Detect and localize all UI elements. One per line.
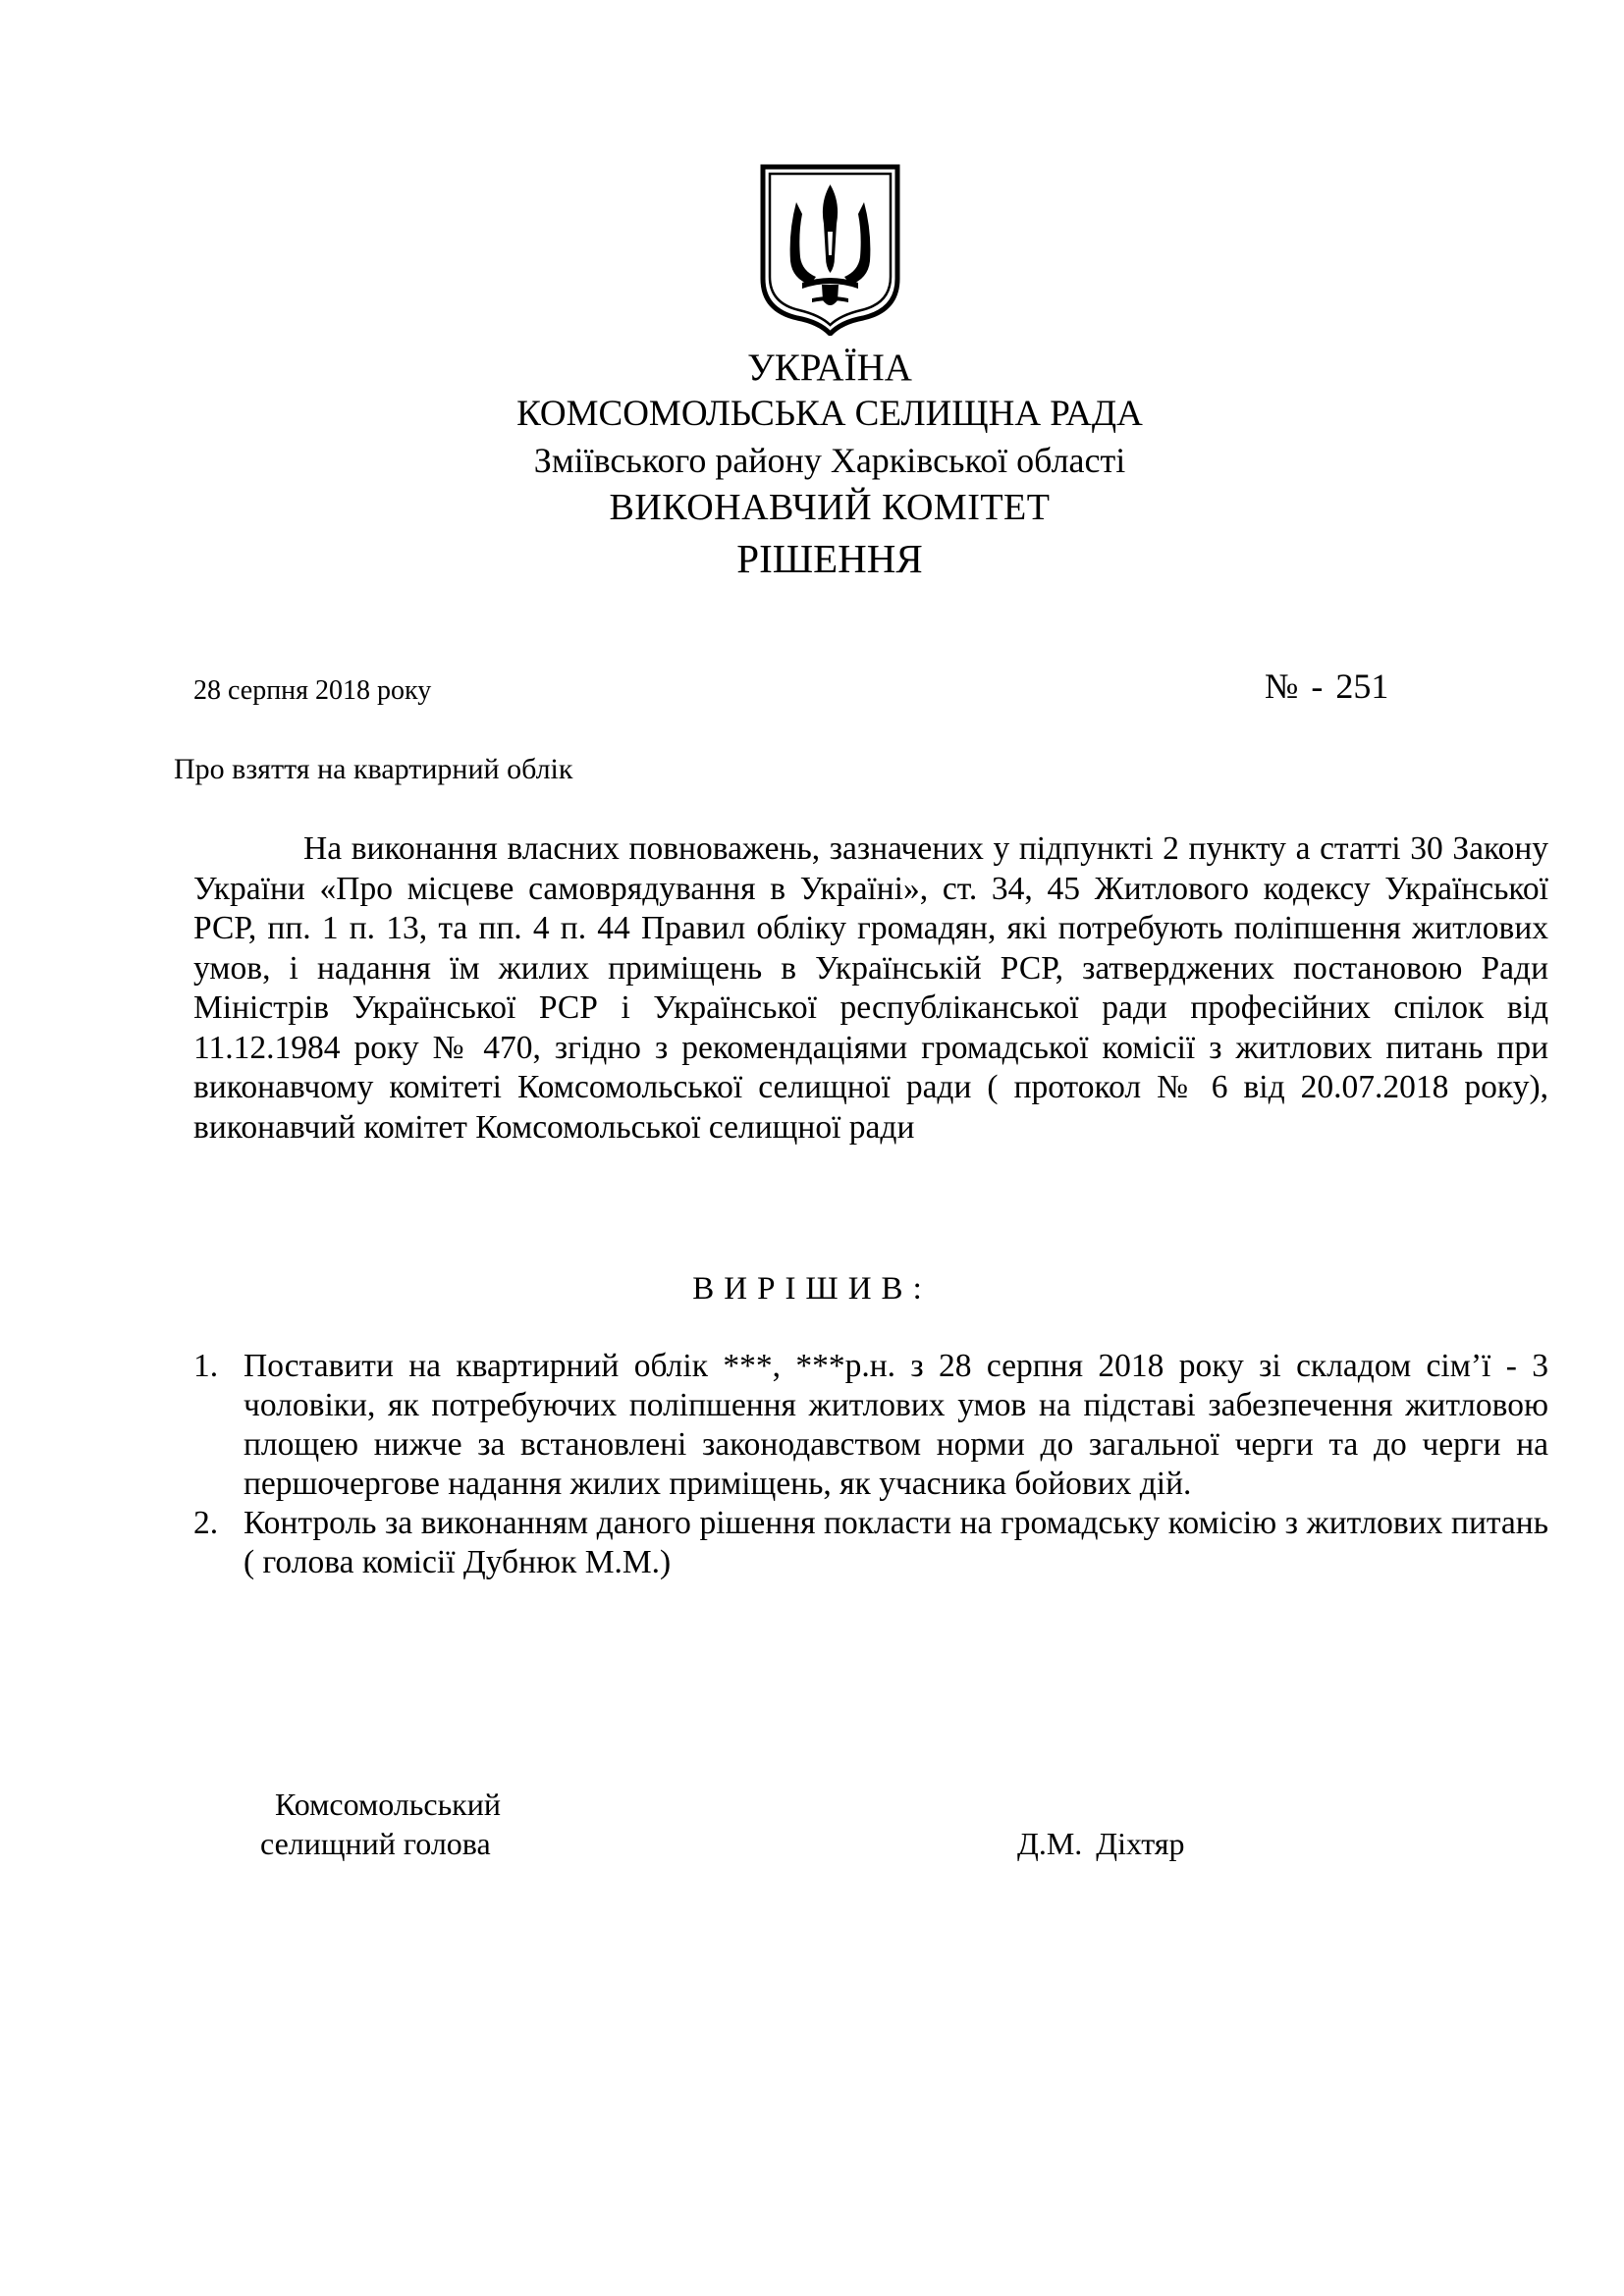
signatory-title-line2: селищний голова xyxy=(260,1826,491,1861)
decision-item-1 xyxy=(193,1347,1548,1504)
coat-of-arms-icon xyxy=(759,163,901,336)
council-title: КОМСОМОЛЬСЬКА СЕЛИЩНА РАДА xyxy=(516,394,1143,434)
document-type-title: РІШЕННЯ xyxy=(736,536,923,581)
country-title: УКРАЇНА xyxy=(747,347,912,389)
district-subtitle: Зміївського району Харківської області xyxy=(533,441,1126,480)
item-number: 1. xyxy=(193,1348,219,1384)
decision-item-2 xyxy=(193,1504,1548,1582)
item-number: 2. xyxy=(193,1505,219,1541)
signatory-name: Д.М. Діхтяр xyxy=(1017,1826,1185,1861)
item-text: Контроль за виконанням даного рішення покласти на громадську комісію з житлових питань ( голова комісії Дубнюк М.М.) xyxy=(244,1505,1548,1580)
committee-title: ВИКОНАВЧИЙ КОМІТЕТ xyxy=(609,487,1051,528)
document-number: № - 251 xyxy=(1265,667,1389,706)
signatory-title-line1: Комсомольський xyxy=(275,1787,501,1822)
decision-items-list xyxy=(193,1347,1548,1582)
document-date: 28 серпня 2018 року xyxy=(193,675,432,706)
document-header xyxy=(461,346,1198,585)
preamble-paragraph: На виконання власних повноважень, зазначених у підпункті 2 пункту а статті 30 Закону України «Про місцеве самоврядування в Україні», ст. 34, 45 Житлового кодексу Української РСР, пп. 1 п. 13, та пп. 4 п. 44 Правил обліку громадян, які потребують поліпшення житлових умов, і надання їм жилих приміщень в Українській РСР, затверджених постановою Ради Міністрів Української РСР і Української республіканської ради професійних спілок від 11.12.1984 року № 470, згідно з рекомендаціями громадської комісії з житлових питань при виконавчому комітеті Комсомольської селищної ради ( протокол № 6 від 20.07.2018 року), виконавчий комітет Комсомольської селищної ради xyxy=(193,830,1548,1146)
resolved-heading: ВИРІШИВ: xyxy=(692,1271,932,1307)
signatory-title xyxy=(260,1785,501,1863)
document-subject: Про взяття на квартирний облік xyxy=(174,753,573,785)
item-text: Поставити на квартирний облік ***, ***р.н. з 28 серпня 2018 року зі складом сім’ї - 3 чоловіки, як потребуючих поліпшення житлових умов на підставі забезпечення житловою площею нижче за встановлені законодавством норми до загальної черги та до черги на першочергове надання жилих приміщень, як учасника бойових дій. xyxy=(244,1348,1548,1502)
